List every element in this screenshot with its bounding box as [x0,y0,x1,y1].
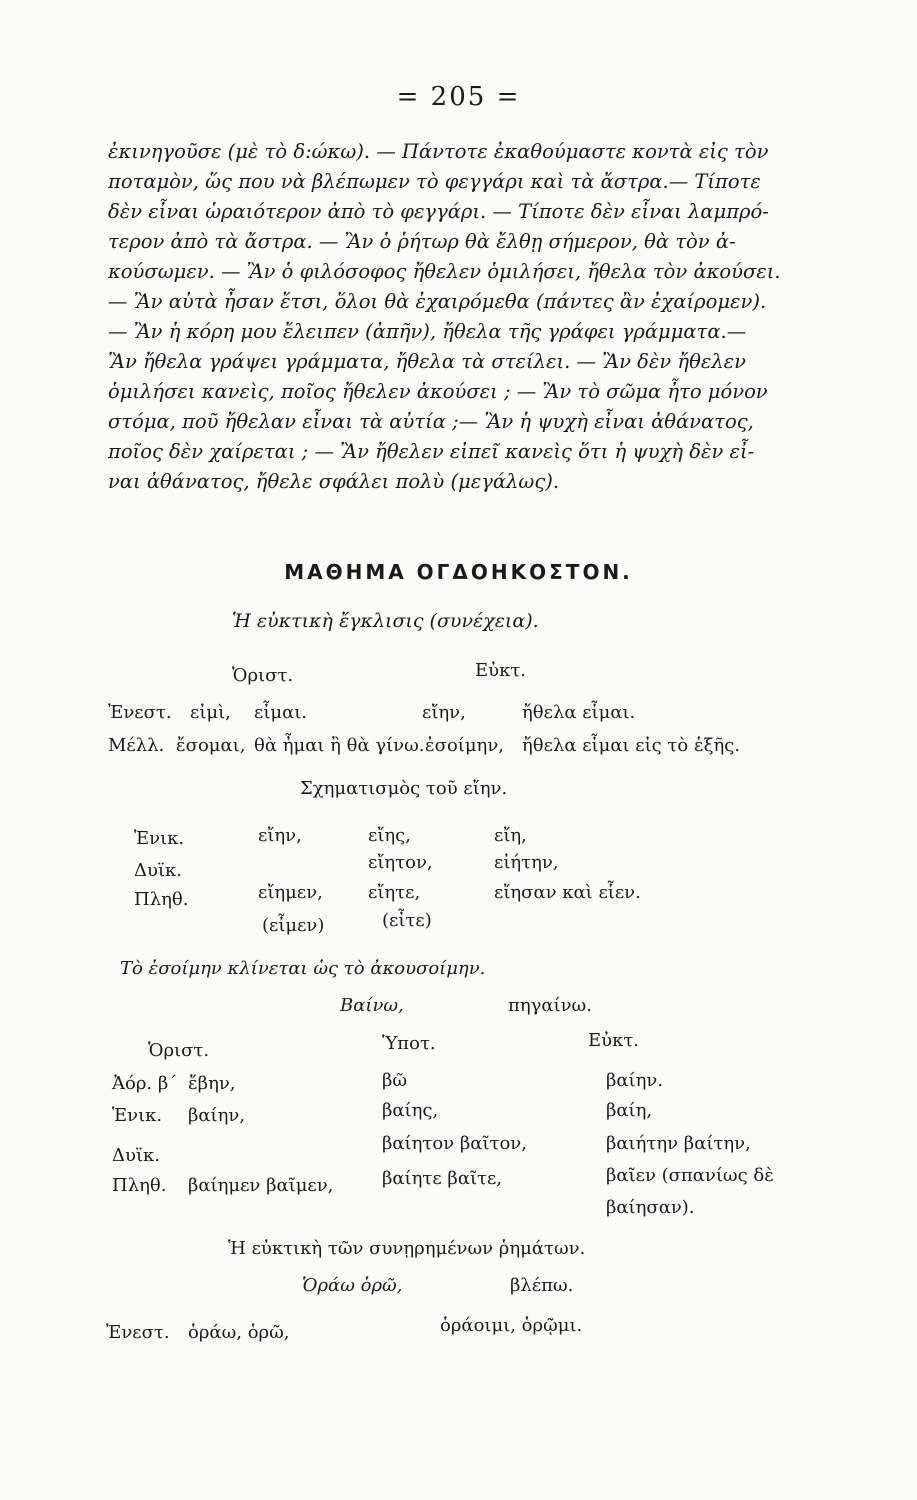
verb-heading: Βαίνω, [340,995,404,1016]
cell: βαίη, [606,1100,653,1121]
cell: βαίημεν βαῖμεν, [188,1175,334,1196]
text-line: δὲν εἶναι ὡραιότερον ἀπὸ τὸ φεγγάρι. — Τίποτε δὲν εἶναι λαμπρό- [108,200,769,223]
text-line: ἐκινηγοῦσε (μὲ τὸ δ:ώκω). — Πάντοτε ἐκαθούμαστε κοντὰ εἰς τὸν [108,140,769,163]
text-line: ποταμὸν, ὥς που νὰ βλέπωμεν τὸ φεγγάρι καὶ τὰ ἄστρα.— Τίποτε [108,170,761,193]
label-enestos: Ἐνεστ. [108,702,172,723]
text-line: στόμα, ποῦ ἤθελαν εἶναι τὰ αὐτία ;— Ἂν ἡ ψυχὴ εἶναι ἀθάνατος, [108,410,754,433]
label-enikos: Ἑνικ. [112,1105,163,1126]
text-line: Ἂν ἤθελα γράψει γράμματα, ἤθελα τὰ στείλει. — Ἂν δὲν ἤθελεν [108,350,746,373]
text-line: τερον ἀπὸ τὰ ἄστρα. — Ἂν ὁ ῥήτωρ θὰ ἔλθῃ σήμερον, θὰ τὸν ἀ- [108,230,736,253]
text-line: κούσωμεν. — Ἂν ὁ φιλόσοφος ἤθελεν ὁμιλήσει, ἤθελα τὸν ἀκούσει. [108,260,781,283]
mood-title: Ἡ εὐκτικὴ ἔγκλισις (συνέχεια). [232,610,539,632]
label-enestos: Ἐνεστ. [106,1322,170,1343]
cell: ὁράω, ὁρῶ, [188,1322,290,1343]
cell: ἤθελα εἶμαι. [522,702,636,723]
cell: εἴης, [368,825,411,846]
header-euktiki: Εὐκτ. [588,1030,640,1051]
cell: βαίην. [606,1070,664,1091]
cell: εἴημεν, [258,882,323,903]
cell: εἴητον, [368,852,433,873]
cell: ἔσομαι, [176,735,246,756]
label-plithyntikos: Πληθ. [112,1175,167,1196]
header-oristiki: Ὁριστ. [148,1040,210,1061]
cell: ἔβην, [188,1073,236,1094]
page-number: = 205 = [396,82,521,112]
text-line: ναι ἀθάνατος, ἤθελε σφάλει πολὺ (μεγάλως). [108,470,560,493]
cell: βαίης, [382,1100,439,1121]
header-euktiki: Εὐκτ. [475,660,527,681]
label-plithyntikos: Πληθ. [134,889,189,910]
cell: εἰήτην, [494,852,559,873]
text-line: ὁμιλήσει κανεὶς, ποῖος ἤθελεν ἀκούσει ; — Ἂν τὸ σῶμα ἦτο μόνον [108,380,768,403]
conjugation-title: Σχηματισμὸς τοῦ εἴην. [300,778,508,799]
text-line: ποῖος δὲν χαίρεται ; — Ἂν ἤθελεν εἰπεῖ κανεὶς ὅτι ἡ ψυχὴ δὲν εἶ- [108,440,755,463]
contract-verb: Ὁράω ὁρῶ, [302,1275,403,1296]
cell: (εἶμεν) [262,915,325,936]
cell: ὁράοιμι, ὁρῷμι. [440,1315,583,1336]
cell: ἤθελα εἶμαι εἰς τὸ ἑξῆς. [522,735,741,756]
cell: εἴην, [422,702,466,723]
header-ypotaktiki: Ὑποτ. [382,1033,436,1054]
label-enikos: Ἑνικ. [134,828,185,849]
label-dyikos: Δυϊκ. [134,860,182,881]
cell: εἴητε, [368,882,421,903]
cell: (εἶτε) [382,910,432,931]
cell: θὰ ἦμαι ἢ θὰ γίνω. [254,735,425,756]
verb-meaning: πηγαίνω. [508,995,592,1016]
header-oristiki: Ὁριστ. [232,665,294,686]
cell: εἴησαν καὶ εἶεν. [494,882,641,903]
cell: εἶμαι. [254,702,308,723]
cell: βαίην, [188,1105,246,1126]
contract-verbs-title: Ἡ εὐκτικὴ τῶν συνῃρημένων ῥημάτων. [228,1238,586,1259]
cell: ἐσοίμην, [425,735,504,756]
label-dyikos: Δυϊκ. [112,1145,160,1166]
cell: βαίησαν). [606,1197,695,1218]
cell: εἴην, [258,825,302,846]
cell: εἰμὶ, [190,702,231,723]
cell: βῶ [382,1070,408,1091]
cell: βαῖεν (σπανίως δὲ [606,1165,774,1186]
cell: εἴη, [494,825,527,846]
cell: βαιήτην βαίτην, [606,1133,751,1154]
contract-verb-meaning: βλέπω. [510,1275,574,1296]
cell: βαίητον βαῖτον, [382,1133,527,1154]
label-aoristos: Ἀόρ. β΄ [112,1073,178,1094]
note: Τὸ ἐσοίμην κλίνεται ὡς τὸ ἀκουσοίμην. [120,958,486,979]
text-line: — Ἂν αὐτὰ ἦσαν ἔτσι, ὅλοι θὰ ἐχαιρόμεθα (πάντες ἂν ἐχαίρομεν). [108,290,767,313]
text-line: — Ἂν ἡ κόρη μου ἔλειπεν (ἀπῆν), ἤθελα τῆς γράφει γράμματα.— [108,320,747,343]
label-mellon: Μέλλ. [108,735,165,756]
cell: βαίητε βαῖτε, [382,1168,503,1189]
lesson-title: ΜΑΘΗΜΑ ΟΓΔΟΗΚΟΣΤΟΝ. [284,560,633,584]
